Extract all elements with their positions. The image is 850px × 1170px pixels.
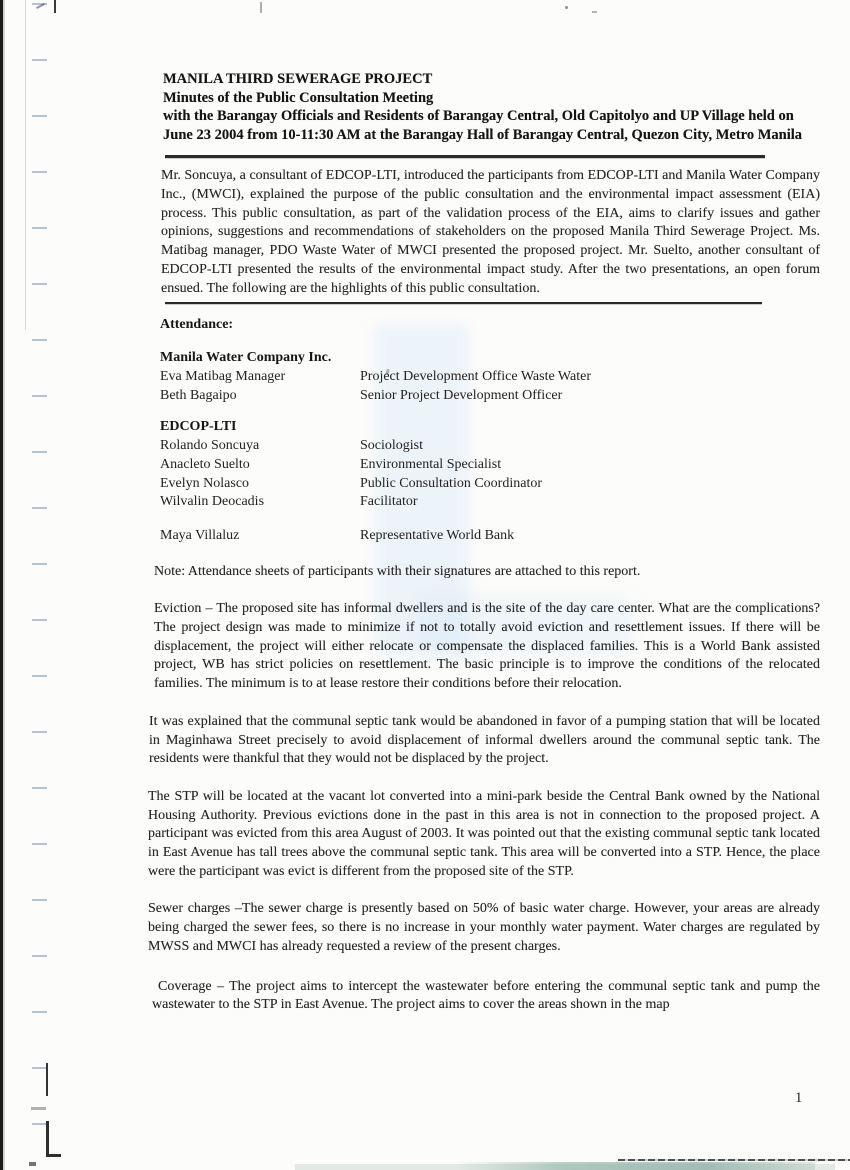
attendee-row bbox=[160, 475, 820, 494]
scan-bottom-line bbox=[618, 1159, 850, 1161]
document-header bbox=[163, 70, 820, 144]
attendance-group-edcop bbox=[160, 418, 820, 512]
scan-edge-strip-soft bbox=[3, 0, 5, 1170]
scan-artifact-bracket bbox=[46, 1121, 49, 1157]
attendee-row bbox=[160, 527, 820, 546]
attendee-row bbox=[160, 456, 820, 475]
scan-bottom-tint bbox=[455, 1162, 815, 1170]
attendee-row bbox=[160, 493, 820, 512]
scan-artifact-dash bbox=[31, 1107, 46, 1110]
attendee-name: Evelyn Nolasco bbox=[160, 475, 250, 491]
horizontal-rule bbox=[165, 155, 765, 158]
paragraph-coverage: Coverage – The project aims to intercept the wastewater before entering the communal septic tank and pump the wastewater to the STP in East Avenue. The project aims to cover the areas shown in the map bbox=[152, 978, 820, 1013]
binder-hole-marks bbox=[32, 3, 47, 1143]
page-number: 1 bbox=[795, 1090, 803, 1106]
attendance-group-mwci bbox=[160, 349, 820, 405]
scan-artifact-tick bbox=[54, 0, 56, 13]
scan-artifact-bracket bbox=[46, 1154, 61, 1157]
attendee-role: Environmental Specialist bbox=[360, 456, 502, 472]
scan-artifact-line bbox=[46, 1063, 48, 1096]
attendee-role: Project Development Office Waste Water bbox=[360, 369, 591, 384]
attendee-name: Rolando Soncuya bbox=[160, 438, 260, 454]
attendee-row bbox=[160, 437, 820, 456]
scan-artifact-line bbox=[25, 0, 26, 330]
scan-speck bbox=[565, 6, 568, 9]
attendee-name: Eva Matibag Manager bbox=[160, 369, 286, 384]
org-name: EDCOP-LTI bbox=[160, 419, 237, 435]
attendee-name: Maya Villaluz bbox=[160, 527, 240, 543]
note-line: Note: Attendance sheets of participants with their signatures are attached to this report. bbox=[154, 563, 641, 579]
paragraph-sewer-charges: Sewer charges –The sewer charge is presently based on 50% of basic water charge. However, your areas are already being charged the sewer fees, so there is no increase in your monthly water payment. Water charges are regulated by MWSS and MWCI has already requested a review of the present charges. bbox=[148, 901, 820, 954]
attendee-row bbox=[160, 368, 820, 387]
paragraph-stp-location: The STP will be located at the vacant lot converted into a mini-park beside the Central Bank owned by the National Housing Authority. Previous evictions done in the past in this area is not in connection to the proposed project. A participant was evicted from this area August of 2003. It was pointed out that the existing communal septic tank located in East Avenue has tall trees above the communal septic tank. This area will be converted into a STP. Hence, the place were the participant was evict is different from the proposed site of the STP. bbox=[148, 788, 820, 879]
attendee-role: Facilitator bbox=[360, 494, 418, 510]
attendee-role: Sociologist bbox=[360, 438, 424, 454]
document-title: MANILA THIRD SEWERAGE PROJECT bbox=[163, 71, 433, 87]
scan-speck bbox=[260, 2, 262, 13]
meeting-details: with the Barangay Officials and Residents of Barangay Central, Old Capitolyo and UP Village held on June 23 2004 from 10-11:30 AM at the Barangay Hall of Barangay Central, Quezon City, Metro Manila bbox=[163, 108, 803, 143]
scan-speck bbox=[29, 1162, 36, 1166]
attendee-name: Beth Bagaipo bbox=[160, 387, 237, 403]
attendee-role: Public Consultation Coordinator bbox=[360, 475, 542, 491]
attendance-heading: Attendance: bbox=[160, 317, 234, 333]
attendance-group-worldbank bbox=[160, 527, 820, 546]
org-name: Manila Water Company Inc. bbox=[160, 350, 332, 366]
document-subtitle: Minutes of the Public Consultation Meeting bbox=[163, 89, 434, 106]
paragraph-pumping-station: It was explained that the communal septic tank would be abandoned in favor of a pumping station that will be located in Maginhawa Street precisely to avoid displacement of informal dwellers around the communal septic tank. The residents were thankful that they would not be displaced by the project. bbox=[149, 713, 820, 767]
attendee-role: Representative World Bank bbox=[360, 527, 515, 543]
scan-speck bbox=[592, 11, 597, 13]
intro-paragraph: Mr. Soncuya, a consultant of EDCOP-LTI, introduced the participants from EDCOP-LTI and Manila Water Company Inc., (MWCI), explained the purpose of the public consultation and the environmental impact assessment (EIA) process. This public consultation, as part of the validation process of the EIA, aims to clarify issues and gather opinions, suggestions and recommendations of stakeholders on the proposed Manila Third Sewerage Project. Ms. Matibag manager, PDO Waste Water of MWCI presented the proposed project. Mr. Suelto, another consultant of EDCOP-LTI presented the results of the environmental impact study. After the two presentations, an open forum ensued. The following are the highlights of this public consultation. bbox=[161, 168, 820, 296]
attendee-name: Wilvalin Deocadis bbox=[160, 494, 265, 510]
document-body bbox=[148, 70, 820, 1015]
horizontal-rule bbox=[165, 302, 762, 304]
attendee-name: Anacleto Suelto bbox=[160, 456, 250, 472]
paragraph-eviction: Eviction – The proposed site has informal dwellers and is the site of the day care center. What are the complications? The project design was made to minimize if not to totally avoid eviction and resettlement issues. If there will be displacement, the project will either relocate or compensate the displaced families. This is a World Bank assisted project, WB has strict policies on resettlement. The basic principle is to improve the conditions of the relocated families. The minimum is to at lease restore their conditions before their relocation. bbox=[154, 601, 820, 692]
attendee-row bbox=[160, 387, 820, 406]
attendee-role: Senior Project Development Officer bbox=[360, 387, 563, 403]
